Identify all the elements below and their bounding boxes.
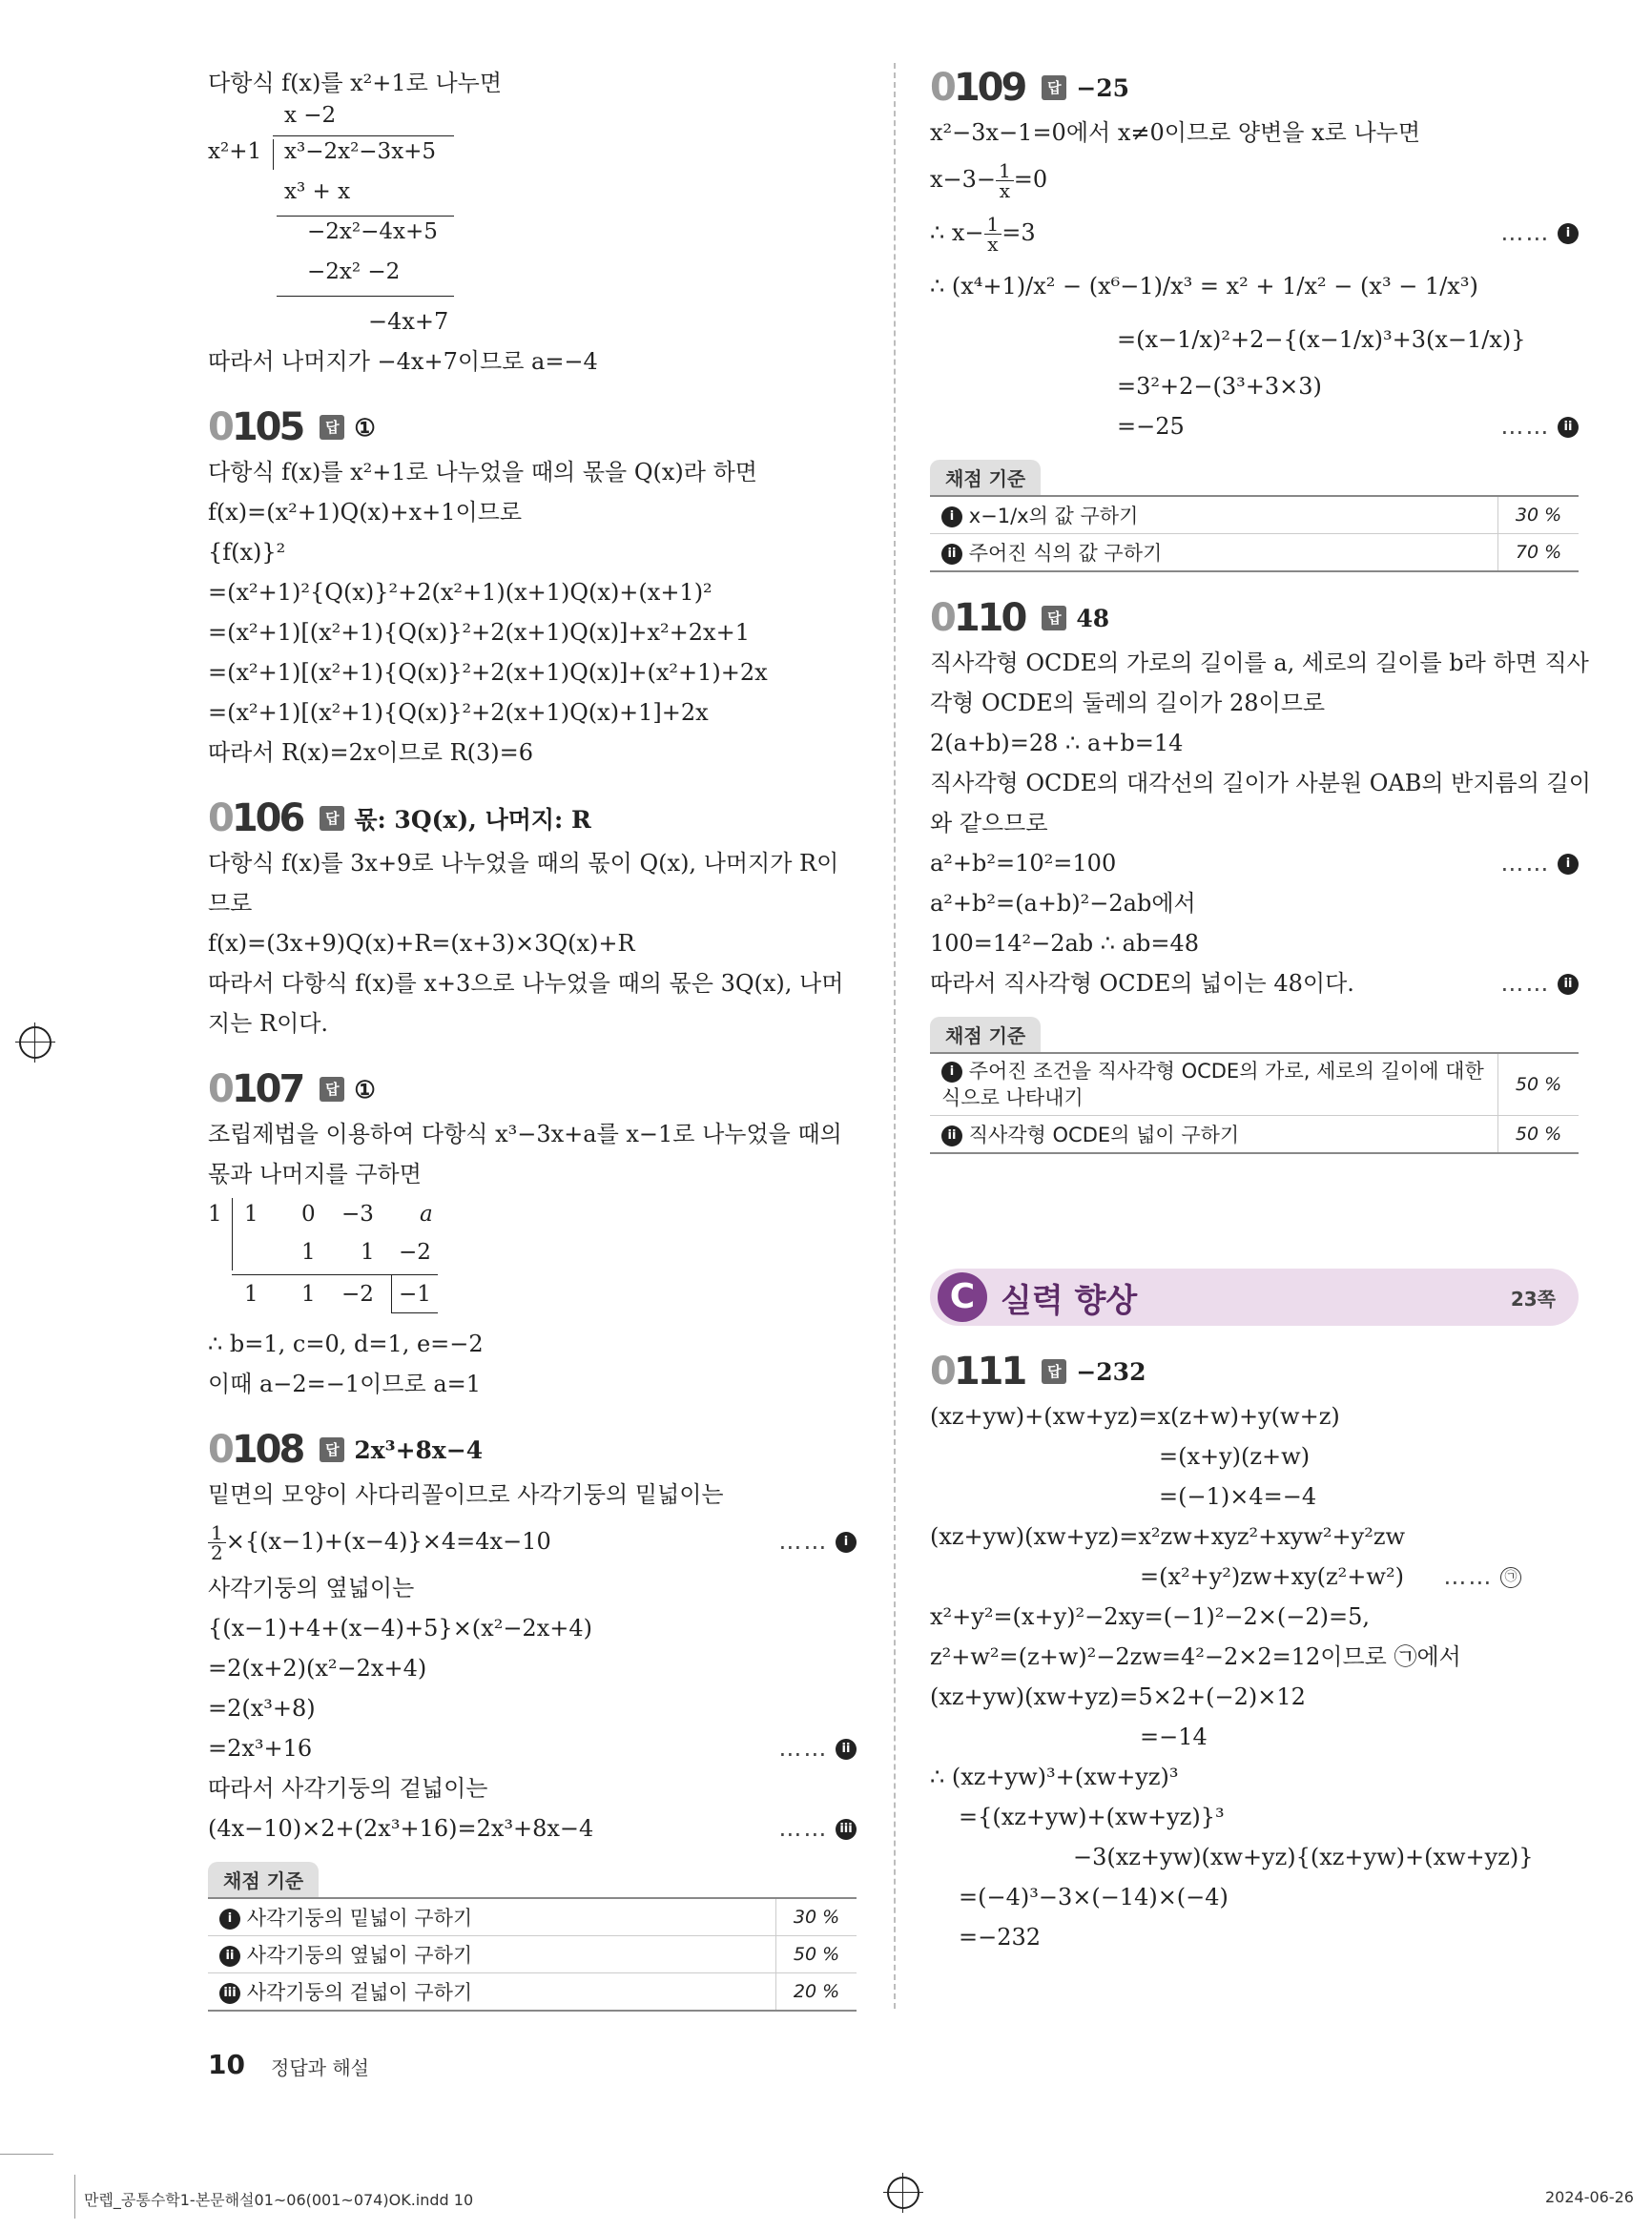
scoring-row: ii 주어진 식의 값 구하기 70 %	[930, 534, 1579, 572]
text-line: a²+b²=10²=100 …… i	[930, 843, 1579, 883]
text-line: 직사각형 OCDE의 대각선의 길이가 사분원 OAB의 반지름의 길이	[930, 770, 1591, 796]
text-line: (4x−10)×2+(2x³+16)=2x³+8x−4 …… iii	[208, 1808, 857, 1848]
text-line: =(−4)³−3×(−14)×(−4)	[959, 1884, 1229, 1910]
synth-cell: 1	[244, 1282, 258, 1307]
problem-number: 0110	[930, 596, 1025, 640]
text-line: a²+b²=(a+b)²−2ab에서	[930, 890, 1196, 917]
roman-iii-icon: iii	[836, 1819, 857, 1840]
text-line: 몫과 나머지를 구하면	[208, 1161, 422, 1187]
text-line: 사각기둥의 옆넓이는	[208, 1575, 415, 1601]
page-label: 정답과 해설	[271, 2056, 369, 2079]
answer: ①	[354, 413, 376, 442]
problem-number: 0111	[930, 1350, 1025, 1394]
text-line: z²+w²=(z+w)²−2zw=4²−2×2=12이므로 ㉠에서	[930, 1643, 1461, 1670]
answer-tag-icon: 답	[320, 1437, 344, 1462]
text-line: 따라서 R(x)=2x이므로 R(3)=6	[208, 739, 534, 766]
text-line: 따라서 나머지가 −4x+7이므로 a=−4	[208, 348, 598, 375]
text-line: =(−1)×4=−4	[1159, 1483, 1317, 1510]
answer-tag-icon: 답	[320, 1077, 344, 1102]
roman-ii-icon: ii	[1558, 974, 1579, 995]
text-line: =(x²+1)[(x²+1){Q(x)}²+2(x+1)Q(x)]+(x²+1)+2x	[208, 659, 768, 686]
division-remainder: −2x²−4x+5	[307, 219, 438, 244]
text-line: ∴ x− $\frac{1}{x}$ =3 …… i	[930, 206, 1579, 259]
text-line: (xz+yw)(xw+yz)=5×2+(−2)×12	[930, 1683, 1306, 1710]
registration-mark-icon	[19, 1026, 52, 1059]
synth-box	[391, 1274, 392, 1312]
problem-number: 0108	[208, 1428, 303, 1472]
answer: ①	[354, 1075, 376, 1104]
fraction: $\frac{1}{x}$	[996, 161, 1014, 200]
section-letter-icon: C	[938, 1272, 987, 1322]
division-bar	[273, 135, 454, 136]
step-marker-ii: …… ii	[778, 1728, 857, 1768]
problem-number: 0105	[208, 405, 303, 449]
step-marker-i: …… i	[778, 1515, 857, 1568]
text-line: =(x²+1)[(x²+1){Q(x)}²+2(x+1)Q(x)]+x²+2x+1	[208, 619, 750, 646]
synth-bar	[232, 1198, 233, 1270]
synth-root: 1	[208, 1202, 222, 1227]
problem-header-0111	[930, 1347, 1579, 1396]
text-line: =2(x+2)(x²−2x+4)	[208, 1655, 427, 1682]
text-line: =(x²+1)[(x²+1){Q(x)}²+2(x+1)Q(x)+1]+2x	[208, 699, 709, 726]
dividend: x³−2x²−3x+5	[284, 139, 437, 164]
giyeok-circle-icon: ㉠	[1500, 1567, 1521, 1588]
text-line: ∴ b=1, c=0, d=1, e=−2	[208, 1331, 484, 1357]
text-line: =2(x³+8)	[208, 1695, 316, 1722]
print-date: 2024-06-26	[1545, 2188, 1634, 2206]
synth-rule	[232, 1274, 438, 1275]
roman-ii-icon: ii	[941, 1125, 962, 1146]
section-banner	[930, 1269, 1579, 1326]
text-line: ={(xz+yw)+(xw+yz)}³	[959, 1804, 1225, 1830]
problem-header-0107	[208, 1064, 857, 1114]
text-line: 조립제법을 이용하여 다항식 x³−3x+a를 x−1로 나누었을 때의	[208, 1121, 842, 1147]
problem-header-0108	[208, 1425, 857, 1475]
scoring-table-0108	[208, 1862, 857, 2012]
text-line: 밑면의 모양이 사다리꼴이므로 사각기둥의 밑넓이는	[208, 1481, 724, 1508]
division-step: −2x² −2	[307, 259, 401, 284]
text-line: =−14	[1140, 1724, 1208, 1750]
answer-tag-icon: 답	[320, 415, 344, 440]
answer: −25	[1076, 73, 1130, 102]
synth-cell: −3	[341, 1202, 374, 1227]
synth-box	[391, 1312, 438, 1313]
text-line: 지는 R이다.	[208, 1010, 329, 1037]
text-line: f(x)=(x²+1)Q(x)+x+1이므로	[208, 499, 523, 526]
scoring-table-0109	[930, 460, 1579, 572]
text-line: =(x+y)(z+w)	[1159, 1443, 1311, 1470]
problem-number: 0109	[930, 66, 1025, 110]
text-line: ∴ (xz+yw)³+(xw+yz)³	[930, 1764, 1179, 1790]
quotient: x −2	[284, 103, 337, 128]
synthetic-division	[208, 1194, 857, 1316]
scoring-title: 채점 기준	[930, 460, 1041, 495]
answer-tag-icon: 답	[320, 806, 344, 831]
text-line: −3(xz+yw)(xw+yz){(xz+yw)+(xw+yz)}	[1073, 1844, 1534, 1870]
roman-i-icon: i	[941, 1062, 962, 1083]
roman-i-icon: i	[836, 1532, 857, 1553]
text-line: =2x³+16 …… ii	[208, 1728, 857, 1768]
problem-header-0106	[208, 794, 857, 843]
text-line: 따라서 다항식 f(x)를 x+3으로 나누었을 때의 몫은 3Q(x), 나머	[208, 970, 844, 997]
roman-ii-icon: ii	[219, 1946, 240, 1967]
roman-i-icon: i	[1558, 223, 1579, 244]
scoring-table-0110	[930, 1017, 1579, 1154]
fraction: $\frac{1}{x}$	[984, 215, 1002, 254]
text-line: {(x−1)+4+(x−4)+5}×(x²−2x+4)	[208, 1615, 592, 1642]
roman-iii-icon: iii	[219, 1983, 240, 2004]
answer: 2x³+8x−4	[354, 1435, 484, 1464]
right-column	[930, 63, 1591, 1957]
step-marker-i: …… i	[1500, 206, 1579, 259]
roman-ii-icon: ii	[836, 1739, 857, 1760]
text-line: (xz+yw)+(xw+yz)=x(z+w)+y(w+z)	[930, 1403, 1340, 1430]
synth-remainder: −1	[399, 1282, 431, 1307]
text-line: x−3− $\frac{1}{x}$ =0	[930, 159, 1048, 202]
text-line: 따라서 직사각형 OCDE의 넓이는 48이다. …… ii	[930, 963, 1579, 1003]
column-divider	[894, 63, 896, 2009]
crop-mark	[0, 2154, 53, 2155]
roman-i-icon: i	[941, 506, 962, 527]
problem-number: 0106	[208, 796, 303, 840]
section-page-ref: 23쪽	[1510, 1287, 1556, 1311]
step-marker-giyeok: …… ㉠	[1443, 1557, 1521, 1597]
answer: 48	[1076, 604, 1110, 632]
print-file-name: 만렙_공통수학1-본문해설01~06(001~074)OK.indd 10	[84, 2191, 474, 2209]
scoring-row: i x−1/x의 값 구하기 30 %	[930, 496, 1579, 534]
synth-cell: 1	[361, 1240, 375, 1265]
text-line: =−232	[959, 1924, 1042, 1951]
text-line: =(x²+1)²{Q(x)}²+2(x²+1)(x+1)Q(x)+(x+1)²	[208, 579, 712, 606]
scoring-row: i 주어진 조건을 직사각형 OCDE의 가로, 세로의 길이에 대한 식으로 나타내기 50 %	[930, 1053, 1579, 1116]
text-line: 므로	[208, 890, 253, 917]
scoring-row: i 사각기둥의 밑넓이 구하기 30 %	[208, 1898, 857, 1936]
crop-mark	[74, 2175, 75, 2219]
registration-mark-icon	[887, 2177, 919, 2209]
text-line: x²+y²=(x+y)²−2xy=(−1)²−2×(−2)=5,	[930, 1603, 1371, 1630]
synth-cell: 1	[301, 1240, 316, 1265]
text-line: 다항식 f(x)를 x²+1로 나누면	[208, 70, 503, 96]
long-division	[208, 103, 857, 298]
step-marker-ii: …… ii	[1500, 963, 1579, 1003]
text-line: 이때 a−2=−1이므로 a=1	[208, 1371, 482, 1397]
synth-cell: 1	[244, 1202, 258, 1227]
text-line: 다항식 f(x)를 3x+9로 나누었을 때의 몫이 Q(x), 나머지가 R이	[208, 850, 839, 877]
section-title: 실력 향상	[1001, 1281, 1138, 1320]
text-line: (xz+yw)(xw+yz)=x²zw+xyz²+xyw²+y²zw	[930, 1523, 1405, 1550]
roman-ii-icon: ii	[941, 544, 962, 565]
division-remainder: −4x+7	[368, 308, 449, 335]
text-line: x²−3x−1=0에서 x≠0이므로 양변을 x로 나누면	[930, 119, 1421, 146]
text-line: $\frac{1}{2}$ ×{(x−1)+(x−4)}×4=4x−10 …… i	[208, 1515, 857, 1568]
text-line: 와 같으므로	[930, 810, 1048, 836]
division-rule	[277, 296, 454, 297]
scoring-row: ii 직사각형 OCDE의 넓이 구하기 50 %	[930, 1116, 1579, 1154]
left-column	[208, 63, 857, 2012]
scoring-title: 채점 기준	[930, 1017, 1041, 1052]
divisor: x²+1	[208, 139, 262, 164]
page-number: 10	[208, 2049, 245, 2080]
text-line: =3²+2−(3³+3×3)	[1117, 373, 1322, 400]
text-line: 다항식 f(x)를 x²+1로 나누었을 때의 몫을 Q(x)라 하면	[208, 459, 757, 485]
roman-ii-icon: ii	[1558, 417, 1579, 438]
synth-cell: −2	[399, 1240, 431, 1265]
synth-cell: a	[420, 1202, 433, 1227]
problem-number: 0107	[208, 1067, 303, 1111]
text-line: =(x²+y²)zw+xy(z²+w²) …… ㉠	[930, 1557, 1579, 1597]
problem-header-0105	[208, 403, 857, 452]
fraction: $\frac{1}{2}$	[208, 1523, 226, 1562]
problem-header-0109	[930, 63, 1579, 113]
text-line: =−25 …… ii	[930, 406, 1579, 446]
synth-cell: −2	[341, 1282, 374, 1307]
answer-tag-icon: 답	[1042, 606, 1066, 630]
scoring-row: ii 사각기둥의 옆넓이 구하기 50 %	[208, 1936, 857, 1973]
roman-i-icon: i	[219, 1909, 240, 1930]
answer: 몫: 3Q(x), 나머지: R	[354, 806, 591, 834]
roman-i-icon: i	[1558, 854, 1579, 875]
division-rule	[277, 216, 454, 217]
step-marker-ii: …… ii	[1500, 406, 1579, 446]
synth-cell: 0	[301, 1202, 316, 1227]
text-line: 직사각형 OCDE의 가로의 길이를 a, 세로의 길이를 b라 하면 직사	[930, 650, 1589, 676]
text-line: 2(a+b)=28 ∴ a+b=14	[930, 730, 1184, 756]
text-line: {f(x)}²	[208, 539, 286, 566]
synth-cell: 1	[301, 1282, 316, 1307]
division-bracket	[273, 139, 274, 170]
answer: −232	[1076, 1357, 1146, 1386]
text-line: f(x)=(3x+9)Q(x)+R=(x+3)×3Q(x)+R	[208, 930, 635, 957]
division-step: x³ + x	[284, 179, 351, 204]
text-line: 따라서 사각기둥의 겉넓이는	[208, 1775, 488, 1802]
text-line: 각형 OCDE의 둘레의 길이가 28이므로	[930, 690, 1326, 716]
answer-tag-icon: 답	[1042, 75, 1066, 100]
text-line: ∴ (x⁴+1)/x² − (x⁶−1)/x³ = x² + 1/x² − (x³ − 1/x³)	[930, 273, 1478, 299]
text-line: 100=14²−2ab ∴ ab=48	[930, 930, 1199, 957]
answer-tag-icon: 답	[1042, 1359, 1066, 1384]
step-marker-iii: …… iii	[778, 1808, 857, 1848]
text-line: =(x−1/x)²+2−{(x−1/x)³+3(x−1/x)}	[1117, 326, 1526, 353]
problem-header-0110	[930, 593, 1579, 643]
scoring-title: 채점 기준	[208, 1862, 319, 1897]
scoring-row: iii 사각기둥의 겉넓이 구하기 20 %	[208, 1973, 857, 2012]
step-marker-i: …… i	[1500, 843, 1579, 883]
